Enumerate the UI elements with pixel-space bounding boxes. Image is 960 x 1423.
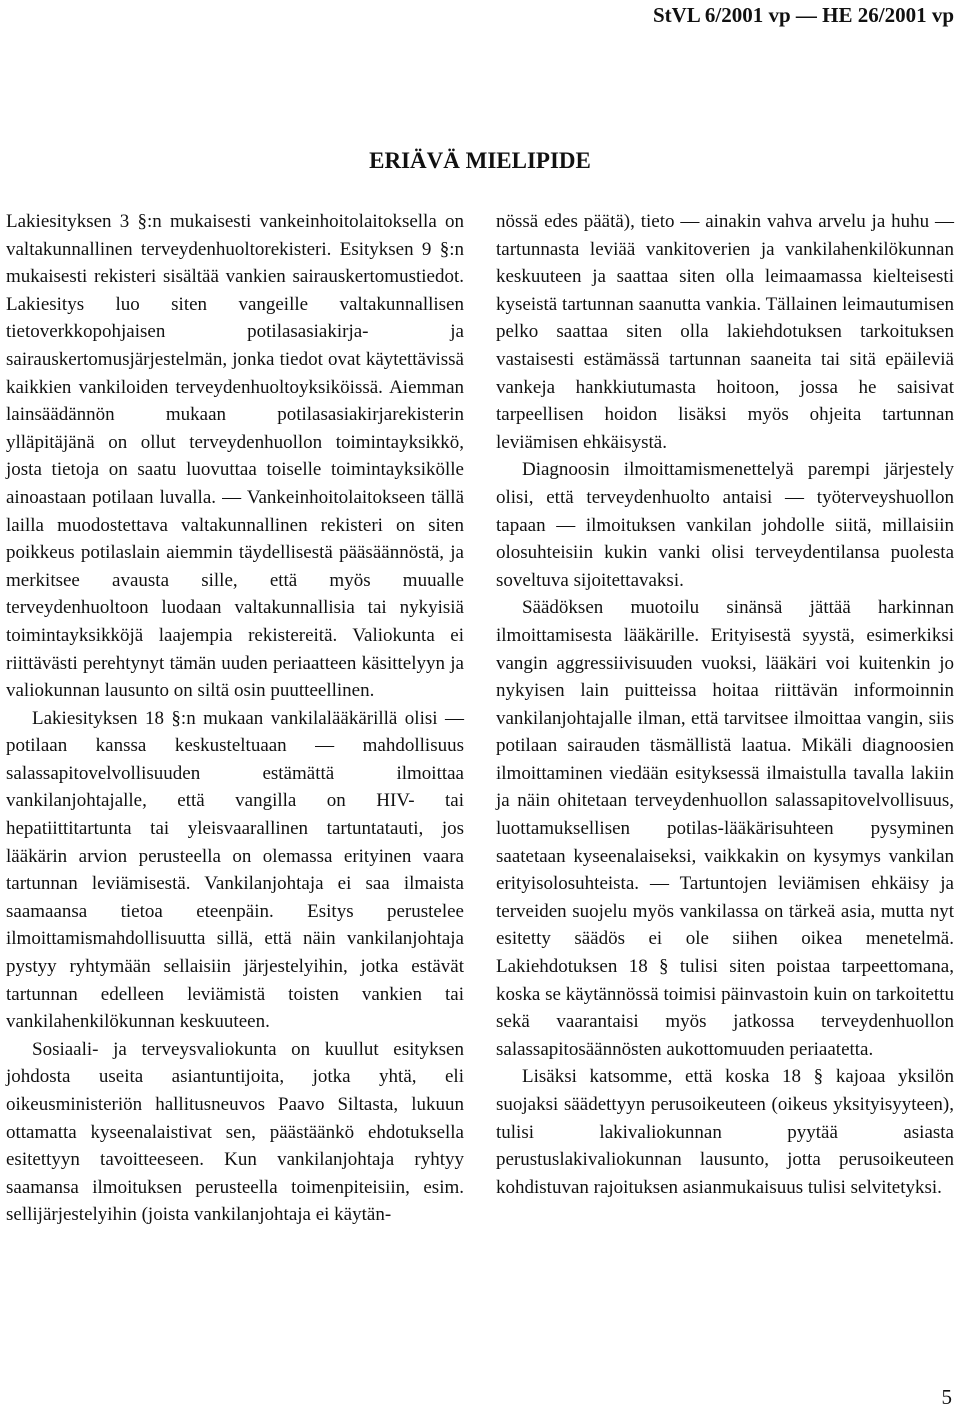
paragraph: nössä edes päätä), tieto — ainakin vahva arvelu ja huhu — tartunnasta leviää vankitoverien ja vankilahenkilökunnan keskuuteen ja saattaa siten olla leimaamassa kielteisesti kyseistä tartunnan saanutta vankia. Tällainen leimautumisen pelko saattaa siten olla lakiehdotuksen tarkoituksen vastaisesti estämässä tartunnan saaneita tai sitä epäileviä vankeja hankkiutumasta hoitoon, jossa he saisivat tarpeellisen hoidon lisäksi myös ohjeita tartunnan leviämisen ehkäisystä.: [496, 211, 954, 453]
section-title: ERIÄVÄ MIELIPIDE: [369, 148, 591, 173]
paragraph: Diagnoosin ilmoittamismenettelyä parempi järjestely olisi, että terveydenhuolto antaisi — työterveyshuollon tapaan — ilmoituksen vankilan johdolle siitä, millaisiin olosuhteisiin kukin vanki olisi terveydentilansa puolesta soveltuva sijoitettavaksi.: [496, 459, 954, 591]
left-column: [6, 208, 464, 1229]
running-header: StVL 6/2001 vp — HE 26/2001 vp: [652, 3, 954, 27]
paragraph: Lisäksi katsomme, että koska 18 § kajoaa yksilön suojaksi säädettyyn perusoikeuteen (oikeus yksityisyyteen), tulisi lakivaliokunnan pyytää asiasta perustuslakivaliokunnan lausunto, jotta perusoikeuteen kohdistuvan rajoituksen asianmukaisuus tulisi selvitetyksi.: [496, 1066, 954, 1198]
paragraph: Sosiaali- ja terveysvaliokunta on kuullut esityksen johdosta useita asiantuntijoita, jotka yhtä, eli oikeusministeriön hallitusneuvos Paavo Siltasta, lukuun ottamatta kyseenalaistivat sen, päästäänkö ehdotuksella esitettyyn tavoitteeseen. Kun vankilanjohtaja ryhtyy saamansa ilmoituksen perusteella toimenpiteisiin, esim. sellijärjestelyihin (joista vankilanjohtaja ei käytän-: [6, 1038, 464, 1226]
paragraph: Lakiesityksen 18 §:n mukaan vankilalääkärillä olisi — potilaan kanssa keskusteltuaan — mahdollisuus salassapitovelvollisuuden estämättä ilmoittaa vankilanjohtajalle, että vangilla on HIV- tai hepatiittitartunta tai yleisvaarallinen tartuntatauti, jos lääkärin arvion perusteella on olemassa erityinen vaara tartunnan leviämisestä. Vankilanjohtaja ei saa ilmaista saamaansa tietoa eteenpäin. Esitys perustelee ilmoittamismahdollisuutta sillä, että näin vankilanjohtaja pystyy ryhtymään sellaisiin järjestelyihin, jotka estävät tartunnan edelleen leviämistä toisten vankien tai vankilahenkilökunnan keskuuteen.: [6, 707, 464, 1033]
page-number: 5: [941, 1385, 952, 1409]
paragraph: Säädöksen muotoilu sinänsä jättää harkinnan ilmoittamisesta lääkärille. Erityisestä syystä, esimerkiksi vangin aggressiivisuuden vuoksi, lääkäri voi kuitenkin jo nykyisen lain puitteissa hoitaa riittävän informoinnin vankilanjohtajalle ilman, että tarvitsee ilmoittaa vangin, siis potilaan sairauden täsmällistä laatua. Mikäli diagnoosien ilmoittaminen viedään esityksessä ilmaistulla tavalla lakiin ja näin ohitetaan terveydenhuollon salassapitovelvollisuus, luottamuksellisen potilas-lääkärisuhteen pysyminen saatetaan kyseenalaiseksi, vaikkakin on kysymys vankilan erityisolosuhteista. — Tartuntojen leviämisen ehkäisy ja terveiden suojelu myös vankilassa on tärkeä asia, mutta nyt esitetty säädös ei ole siihen oikea menetelmä. Lakiehdotuksen 18 § tulisi siten poistaa tarpeettomana, koska se käytännössä toimisi päinvastoin kuin on tarkoitettu sekä vaarantaisi myös jatkossa terveydenhuollon salassapitosäännösten aukottomuuden periaatetta.: [496, 597, 954, 1060]
right-column: [496, 208, 954, 1201]
paragraph: Lakiesityksen 3 §:n mukaisesti vankeinhoitolaitoksella on valtakunnallinen terveydenhuoltorekisteri. Esityksen 9 §:n mukaisesti rekisteri sisältää vankien sairauskertomustiedot. Lakiesitys luo siten vangeille valtakunnallisen tietoverkkopohjaisen potilasasiakirja- ja sairauskertomusjärjestelmän, jonka tiedot ovat käytettävissä kaikkien vankiloiden terveydenhuoltoyksiköissä. Aiemman lainsäädännön mukaan potilasasiakirjarekisterin ylläpitäjänä on ollut terveydenhuollon toimintayksikkö, josta tietoja on saatu luovuttaa toiselle toimintayksikölle ainoastaan potilaan luvalla. — Vankeinhoitolaitokseen tällä lailla muodostettava valtakunnallinen rekisteri on siten poikkeus potilaslain aiemmin täydellisestä pääsäännöstä, ja merkitsee avausta sille, että myös muualle terveydenhuoltoon luodaan valtakunnallisia tai nykyisiä toimintayksikköjä laajempia rekistereitä. Valiokunta ei riittävästi perehtynyt tämän uuden periaatteen käsittelyyn ja valiokunnan lausunto on siltä osin puutteellinen.: [6, 211, 464, 702]
